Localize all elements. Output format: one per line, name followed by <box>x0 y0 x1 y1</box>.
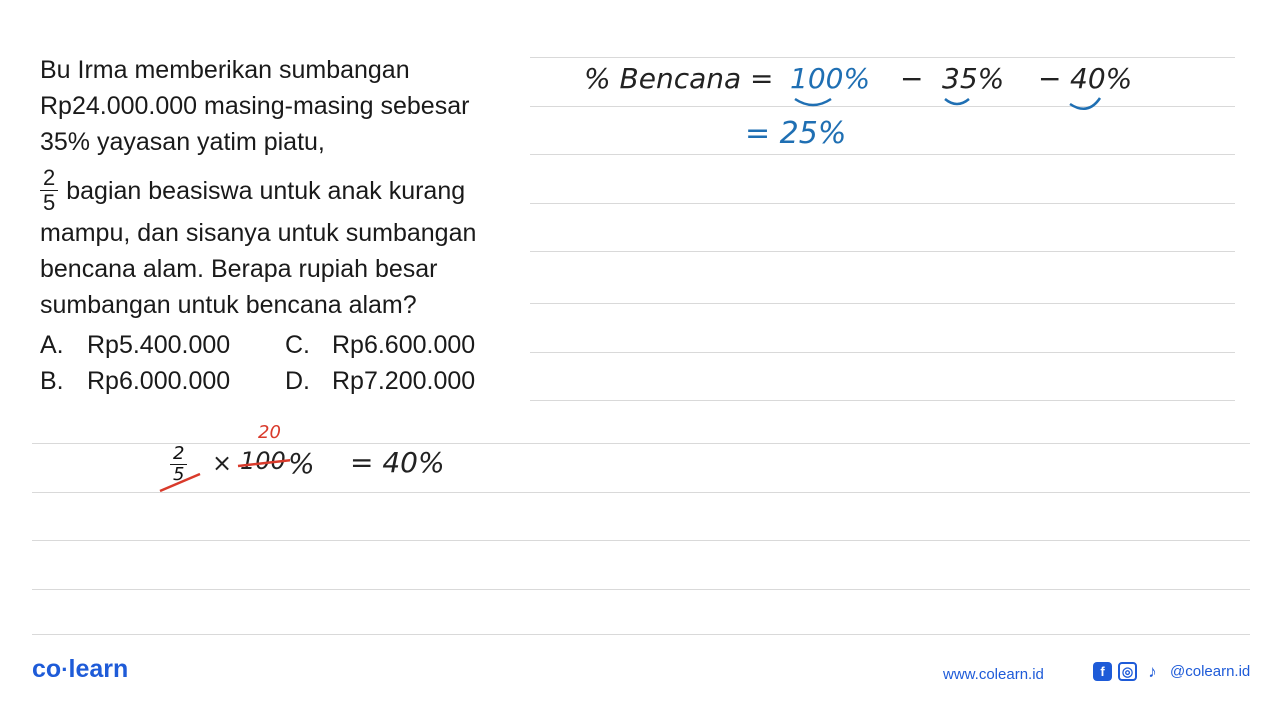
handwritten-times: × <box>212 449 233 477</box>
handwritten-correction-20: 20 <box>258 422 281 443</box>
facebook-icon[interactable]: f <box>1093 662 1112 681</box>
tiktok-icon[interactable]: ♪ <box>1148 661 1157 681</box>
option-text: Rp6.600.000 <box>332 331 476 359</box>
strike-marks <box>150 440 290 500</box>
handwritten-result-40-percent: = 40% <box>350 446 445 479</box>
handwritten-fraction-denominator: 5 <box>173 464 185 485</box>
handwritten-40-percent: 40% <box>1070 62 1133 95</box>
footer <box>0 650 1280 690</box>
strike-fraction <box>160 474 200 491</box>
brand-part-learn: learn <box>68 655 129 683</box>
option-text: Rp5.400.000 <box>87 331 231 359</box>
handwritten-result-25-percent: = 25% <box>745 116 847 151</box>
fraction-denominator: 5 <box>43 190 56 215</box>
option-letter: B. <box>40 367 64 395</box>
option-text: Rp6.000.000 <box>87 367 231 395</box>
option-a[interactable] <box>40 327 285 363</box>
brand-part-co: co <box>32 655 62 683</box>
strike-100 <box>238 460 290 466</box>
handwritten-fraction-numerator: 2 <box>170 444 187 465</box>
answer-options <box>40 327 540 399</box>
underline-mark-100 <box>795 99 831 105</box>
brand-dot: · <box>61 657 69 682</box>
handwritten-struck-100: 100 <box>240 447 286 475</box>
colearn-logo[interactable] <box>32 655 128 684</box>
handwritten-35-percent: 35% <box>942 62 1005 95</box>
handwritten-100-percent: 100% <box>790 62 871 95</box>
option-letter: D. <box>285 367 310 395</box>
handwritten-minus-2: − <box>1038 62 1062 95</box>
social-links <box>1093 662 1250 681</box>
handwritten-label-bencana: % Bencana = <box>584 62 774 95</box>
question-line-6: sumbangan untuk bencana alam? <box>40 291 417 319</box>
website-link[interactable]: www.colearn.id <box>943 666 1044 683</box>
question-line-5: bencana alam. Berapa rupiah besar <box>40 255 438 283</box>
fraction <box>40 166 58 215</box>
underline-mark-35 <box>945 99 969 104</box>
option-letter: A. <box>40 331 64 359</box>
question-line-1: Bu Irma memberikan sumbangan <box>40 56 410 84</box>
handwritten-percent-sign: % <box>288 447 315 480</box>
option-c[interactable] <box>285 327 530 363</box>
fraction-numerator: 2 <box>40 166 58 191</box>
option-letter: C. <box>285 331 310 359</box>
option-b[interactable] <box>40 363 285 399</box>
fraction-text: bagian beasiswa untuk anak kurang <box>66 176 466 205</box>
underline-mark-40 <box>1070 98 1100 109</box>
social-handle[interactable]: @colearn.id <box>1170 663 1251 680</box>
option-text: Rp7.200.000 <box>332 367 476 395</box>
question-line-2: Rp24.000.000 masing-masing sebesar <box>40 92 470 120</box>
handwritten-minus-1: − <box>900 62 924 95</box>
question-line-3: 35% yayasan yatim piatu, <box>40 128 325 156</box>
question-block <box>40 52 540 399</box>
option-d[interactable] <box>285 363 530 399</box>
fraction-row <box>40 166 540 215</box>
question-line-4: mampu, dan sisanya untuk sumbangan <box>40 219 477 247</box>
instagram-icon[interactable]: ◎ <box>1118 662 1137 681</box>
